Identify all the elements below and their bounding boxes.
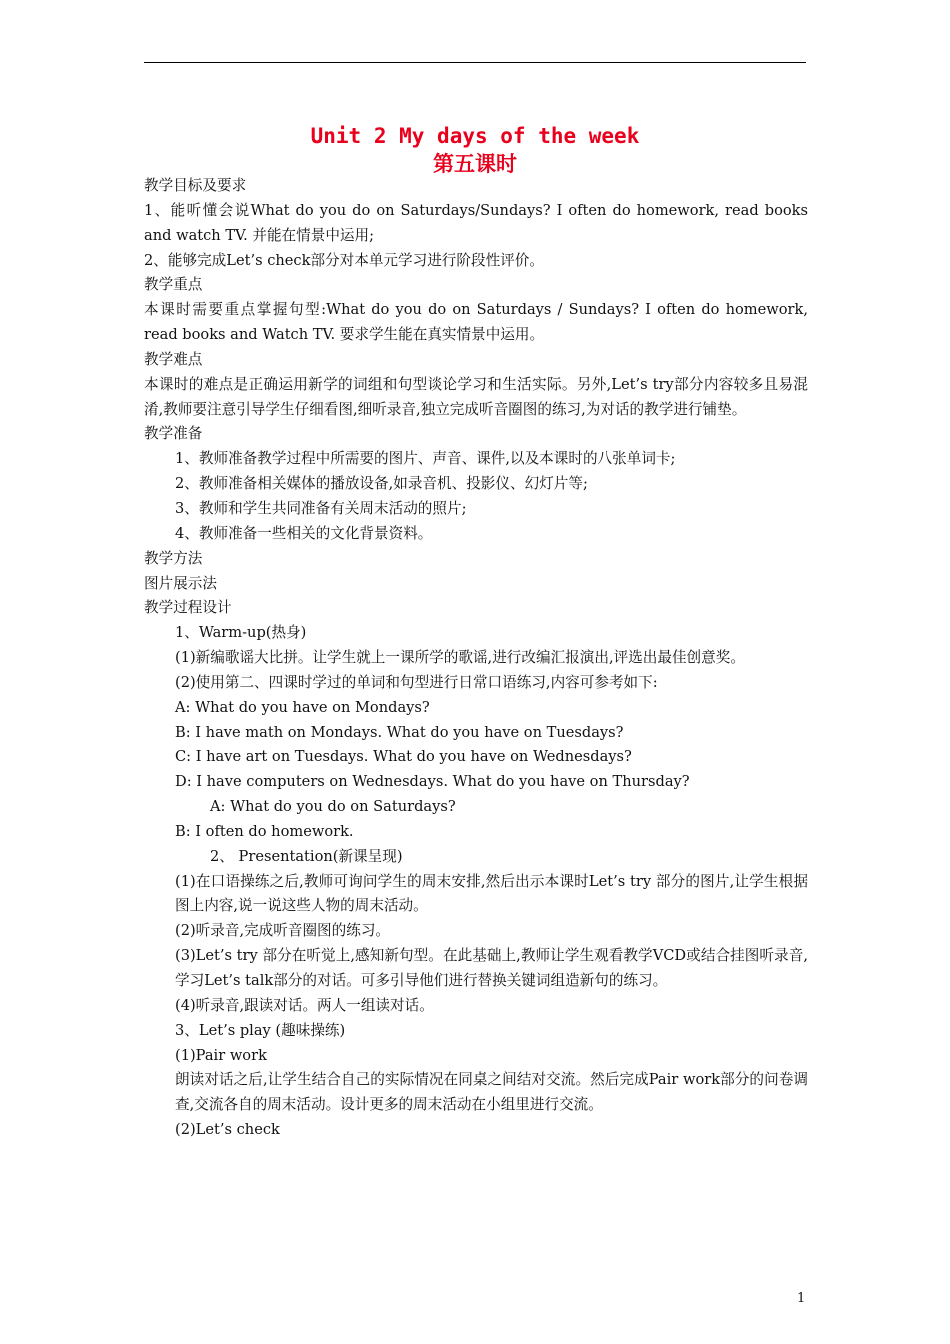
paragraph: 本课时需要重点掌握句型:What do you do on Saturdays / Sundays? I often do homework, read books and Watch TV. 要求学生能在真实情景中运用。	[144, 301, 808, 344]
dialogue-line: A: What do you have on Mondays?	[175, 698, 430, 716]
section-heading: 教学重点	[144, 276, 203, 294]
step-heading: 1、Warm-up(热身)	[175, 624, 307, 642]
paragraph: 1、能听懂会说What do you do on Saturdays/Sundays? I often do homework, read books and watch TV. 并能在情景中运用;	[144, 201, 808, 244]
paragraph: (1)Pair work	[175, 1046, 267, 1064]
list-item: 3、教师和学生共同准备有关周末活动的照片;	[175, 499, 467, 517]
paragraph: (2)使用第二、四课时学过的单词和句型进行日常口语练习,内容可参考如下:	[175, 673, 658, 691]
section-heading: 教学准备	[144, 425, 203, 443]
dialogue-line: D: I have computers on Wednesdays. What do you have on Thursday?	[175, 773, 690, 791]
paragraph: (1)在口语操练之后,教师可询问学生的周末安排,然后出示本课时Let’s try 部分的图片,让学生根据图上内容,说一说这些人物的周末活动。	[175, 872, 808, 915]
paragraph: (3)Let’s try 部分在听觉上,感知新句型。在此基础上,教师让学生观看教学VCD或结合挂图听录音,学习Let’s talk部分的对话。可多引导他们进行替换关键词组造新句的练习。	[175, 947, 808, 989]
paragraph: (2)听录音,完成听音圈图的练习。	[175, 922, 391, 940]
document-subtitle: 第五课时	[433, 152, 517, 176]
document-body	[144, 174, 808, 1143]
paragraph: 2、能够完成Let’s check部分对本单元学习进行阶段性评价。	[144, 251, 544, 269]
paragraph: 本课时的难点是正确运用新学的词组和句型谈论学习和生活实际。另外,Let’s try部分内容较多且易混淆,教师要注意引导学生仔细看图,细听录音,独立完成听音圈图的练习,为对话的教学进行铺垫。	[144, 375, 808, 418]
section-heading: 教学目标及要求	[144, 177, 247, 194]
section-heading: 教学过程设计	[144, 599, 232, 617]
list-item: 1、教师准备教学过程中所需要的图片、声音、课件,以及本课时的八张单词卡;	[175, 450, 676, 468]
page-number: 1	[797, 1291, 806, 1306]
step-heading: 3、Let’s play (趣味操练)	[175, 1021, 346, 1039]
dialogue-line: B: I often do homework.	[175, 822, 354, 840]
dialogue-line: A: What do you do on Saturdays?	[210, 798, 456, 816]
paragraph: 朗读对话之后,让学生结合自己的实际情况在同桌之间结对交流。然后完成Pair work部分的问卷调查,交流各自的周末活动。设计更多的周末活动在小组里进行交流。	[175, 1071, 808, 1114]
section-heading: 教学难点	[144, 350, 203, 368]
paragraph: (1)新编歌谣大比拼。让学生就上一课所学的歌谣,进行改编汇报演出,评选出最佳创意奖。	[175, 649, 745, 667]
paragraph: 图片展示法	[144, 574, 217, 592]
paragraph: (4)听录音,跟读对话。两人一组读对话。	[175, 996, 434, 1014]
list-item: 2、教师准备相关媒体的播放设备,如录音机、投影仪、幻灯片等;	[175, 475, 588, 493]
dialogue-line: B: I have math on Mondays. What do you have on Tuesdays?	[175, 723, 624, 741]
dialogue-line: C: I have art on Tuesdays. What do you have on Wednesdays?	[175, 748, 632, 766]
header-rule	[144, 62, 806, 63]
document-title: Unit 2 My days of the week	[310, 124, 640, 148]
section-heading: 教学方法	[144, 549, 203, 567]
list-item: 4、教师准备一些相关的文化背景资料。	[175, 524, 433, 542]
step-heading: 2、 Presentation(新课呈现)	[210, 847, 403, 865]
paragraph: (2)Let’s check	[175, 1121, 280, 1139]
